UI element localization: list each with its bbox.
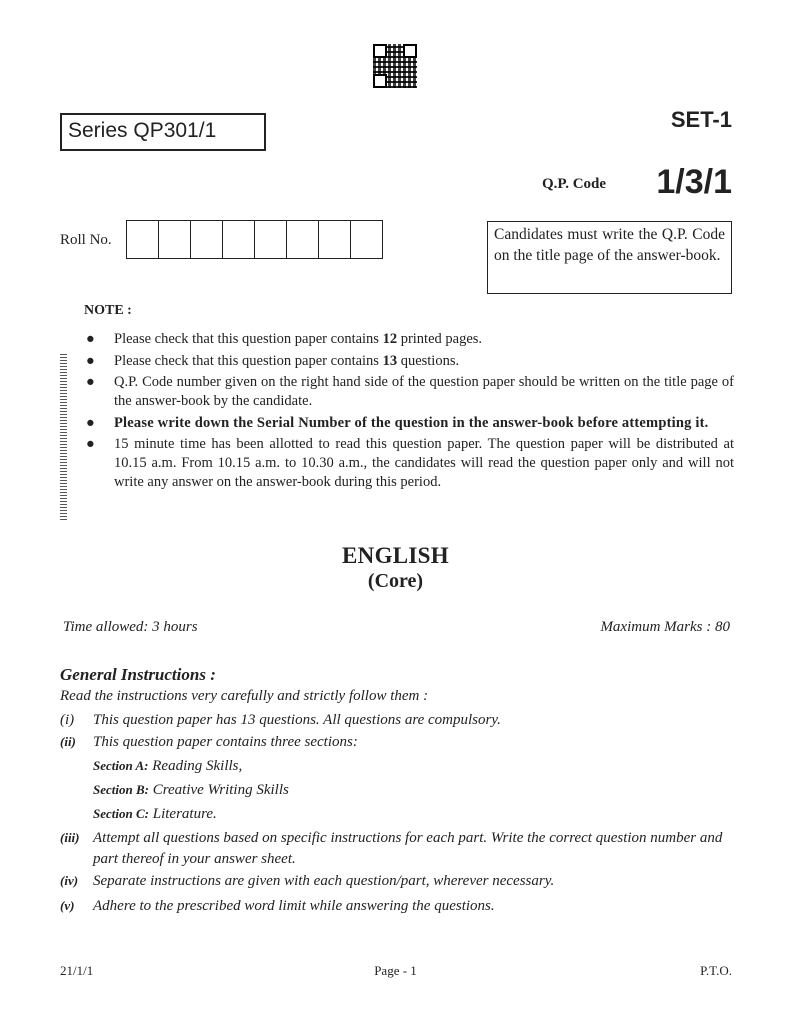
set-label: SET-1: [670, 107, 732, 132]
roll-number-cell: [126, 220, 159, 259]
instruction-list: [60, 710, 740, 918]
note-list: [84, 330, 734, 495]
instruction-number: (i): [60, 712, 75, 728]
instruction-number: (v): [60, 897, 75, 913]
roll-number-cell: [158, 220, 191, 259]
time-allowed: Time allowed: 3 hours: [63, 619, 198, 635]
instruction-item: [60, 828, 740, 869]
qp-code-label: Q.P. Code: [542, 176, 607, 192]
section-item: Section C: Literature.: [93, 806, 217, 822]
page-number: Page - 1: [374, 963, 417, 978]
section-item: Section B: Creative Writing Skills: [93, 782, 289, 798]
qr-code-icon: [373, 44, 417, 88]
bullet-icon: ●: [86, 374, 95, 390]
note-item: [84, 373, 734, 411]
general-instructions-intro: Read the instructions very carefully and strictly follow them :: [60, 688, 429, 704]
note-item: [84, 435, 734, 492]
note-text: Please write down the Serial Number of the question in the answer-book before attempting it.: [114, 414, 709, 431]
roll-number-cell: [190, 220, 223, 259]
subject-title: ENGLISH: [342, 543, 449, 568]
security-strip: [60, 352, 67, 520]
subject-subtitle: (Core): [367, 570, 424, 592]
note-text: Please check that this question paper contains 13 questions.: [114, 352, 460, 369]
instruction-item: [60, 896, 740, 917]
section-item: Section A: Reading Skills,: [93, 758, 243, 774]
note-item: [84, 330, 734, 349]
bullet-icon: ●: [86, 352, 95, 369]
pto-label: P.T.O.: [700, 963, 732, 978]
roll-number-cell: [254, 220, 287, 259]
note-item: [84, 352, 734, 371]
note-item: [84, 414, 734, 433]
series-box: [60, 113, 266, 151]
roll-number-cell: [350, 220, 383, 259]
note-text: 15 minute time has been allotted to read this question paper. The question paper will be distributed at 10.15 a.m. From 10.15 a.m. to 10.30 a.m., the candidates will read the question paper only and will not write any answer on the answer-book during this period.: [114, 436, 734, 490]
instruction-text: This question paper contains three sections:: [93, 734, 358, 750]
series-label: Series QP301/1: [68, 119, 217, 142]
roll-number-boxes: [127, 220, 383, 259]
candidate-instruction-box: Candidates must write the Q.P. Code on the title page of the answer-book.: [487, 221, 732, 294]
instruction-text: Adhere to the prescribed word limit while answering the questions.: [93, 897, 495, 914]
note-text: Please check that this question paper contains 12 printed pages.: [114, 331, 483, 347]
maximum-marks: Maximum Marks : 80: [600, 619, 730, 635]
general-instructions-heading: General Instructions :: [60, 665, 216, 684]
instruction-text: Separate instructions are given with each question/part, wherever necessary.: [93, 873, 555, 889]
bullet-icon: ●: [86, 436, 95, 452]
footer-code: 21/1/1: [60, 963, 94, 978]
instruction-number: (ii): [60, 734, 76, 749]
roll-number-label: Roll No.: [60, 232, 112, 248]
note-text: Q.P. Code number given on the right hand side of the question paper should be written on the title page of the answer-book by the candidate.: [114, 374, 734, 409]
instruction-item: [60, 871, 740, 892]
instruction-item: [60, 710, 740, 731]
note-title: NOTE :: [84, 303, 132, 318]
roll-number-cell: [286, 220, 319, 259]
bullet-icon: ●: [86, 414, 95, 431]
instruction-text: Attempt all questions based on specific instructions for each part. Write the correct question number and part thereof in your answer sheet.: [93, 830, 723, 867]
bullet-icon: ●: [86, 331, 95, 347]
qp-code-value: 1/3/1: [656, 163, 732, 201]
roll-number-cell: [318, 220, 351, 259]
instruction-number: (iv): [60, 873, 79, 888]
roll-number-cell: [222, 220, 255, 259]
instruction-text: This question paper has 13 questions. All questions are compulsory.: [93, 712, 501, 728]
instruction-item: [60, 732, 740, 753]
instruction-number: (iii): [60, 830, 80, 845]
